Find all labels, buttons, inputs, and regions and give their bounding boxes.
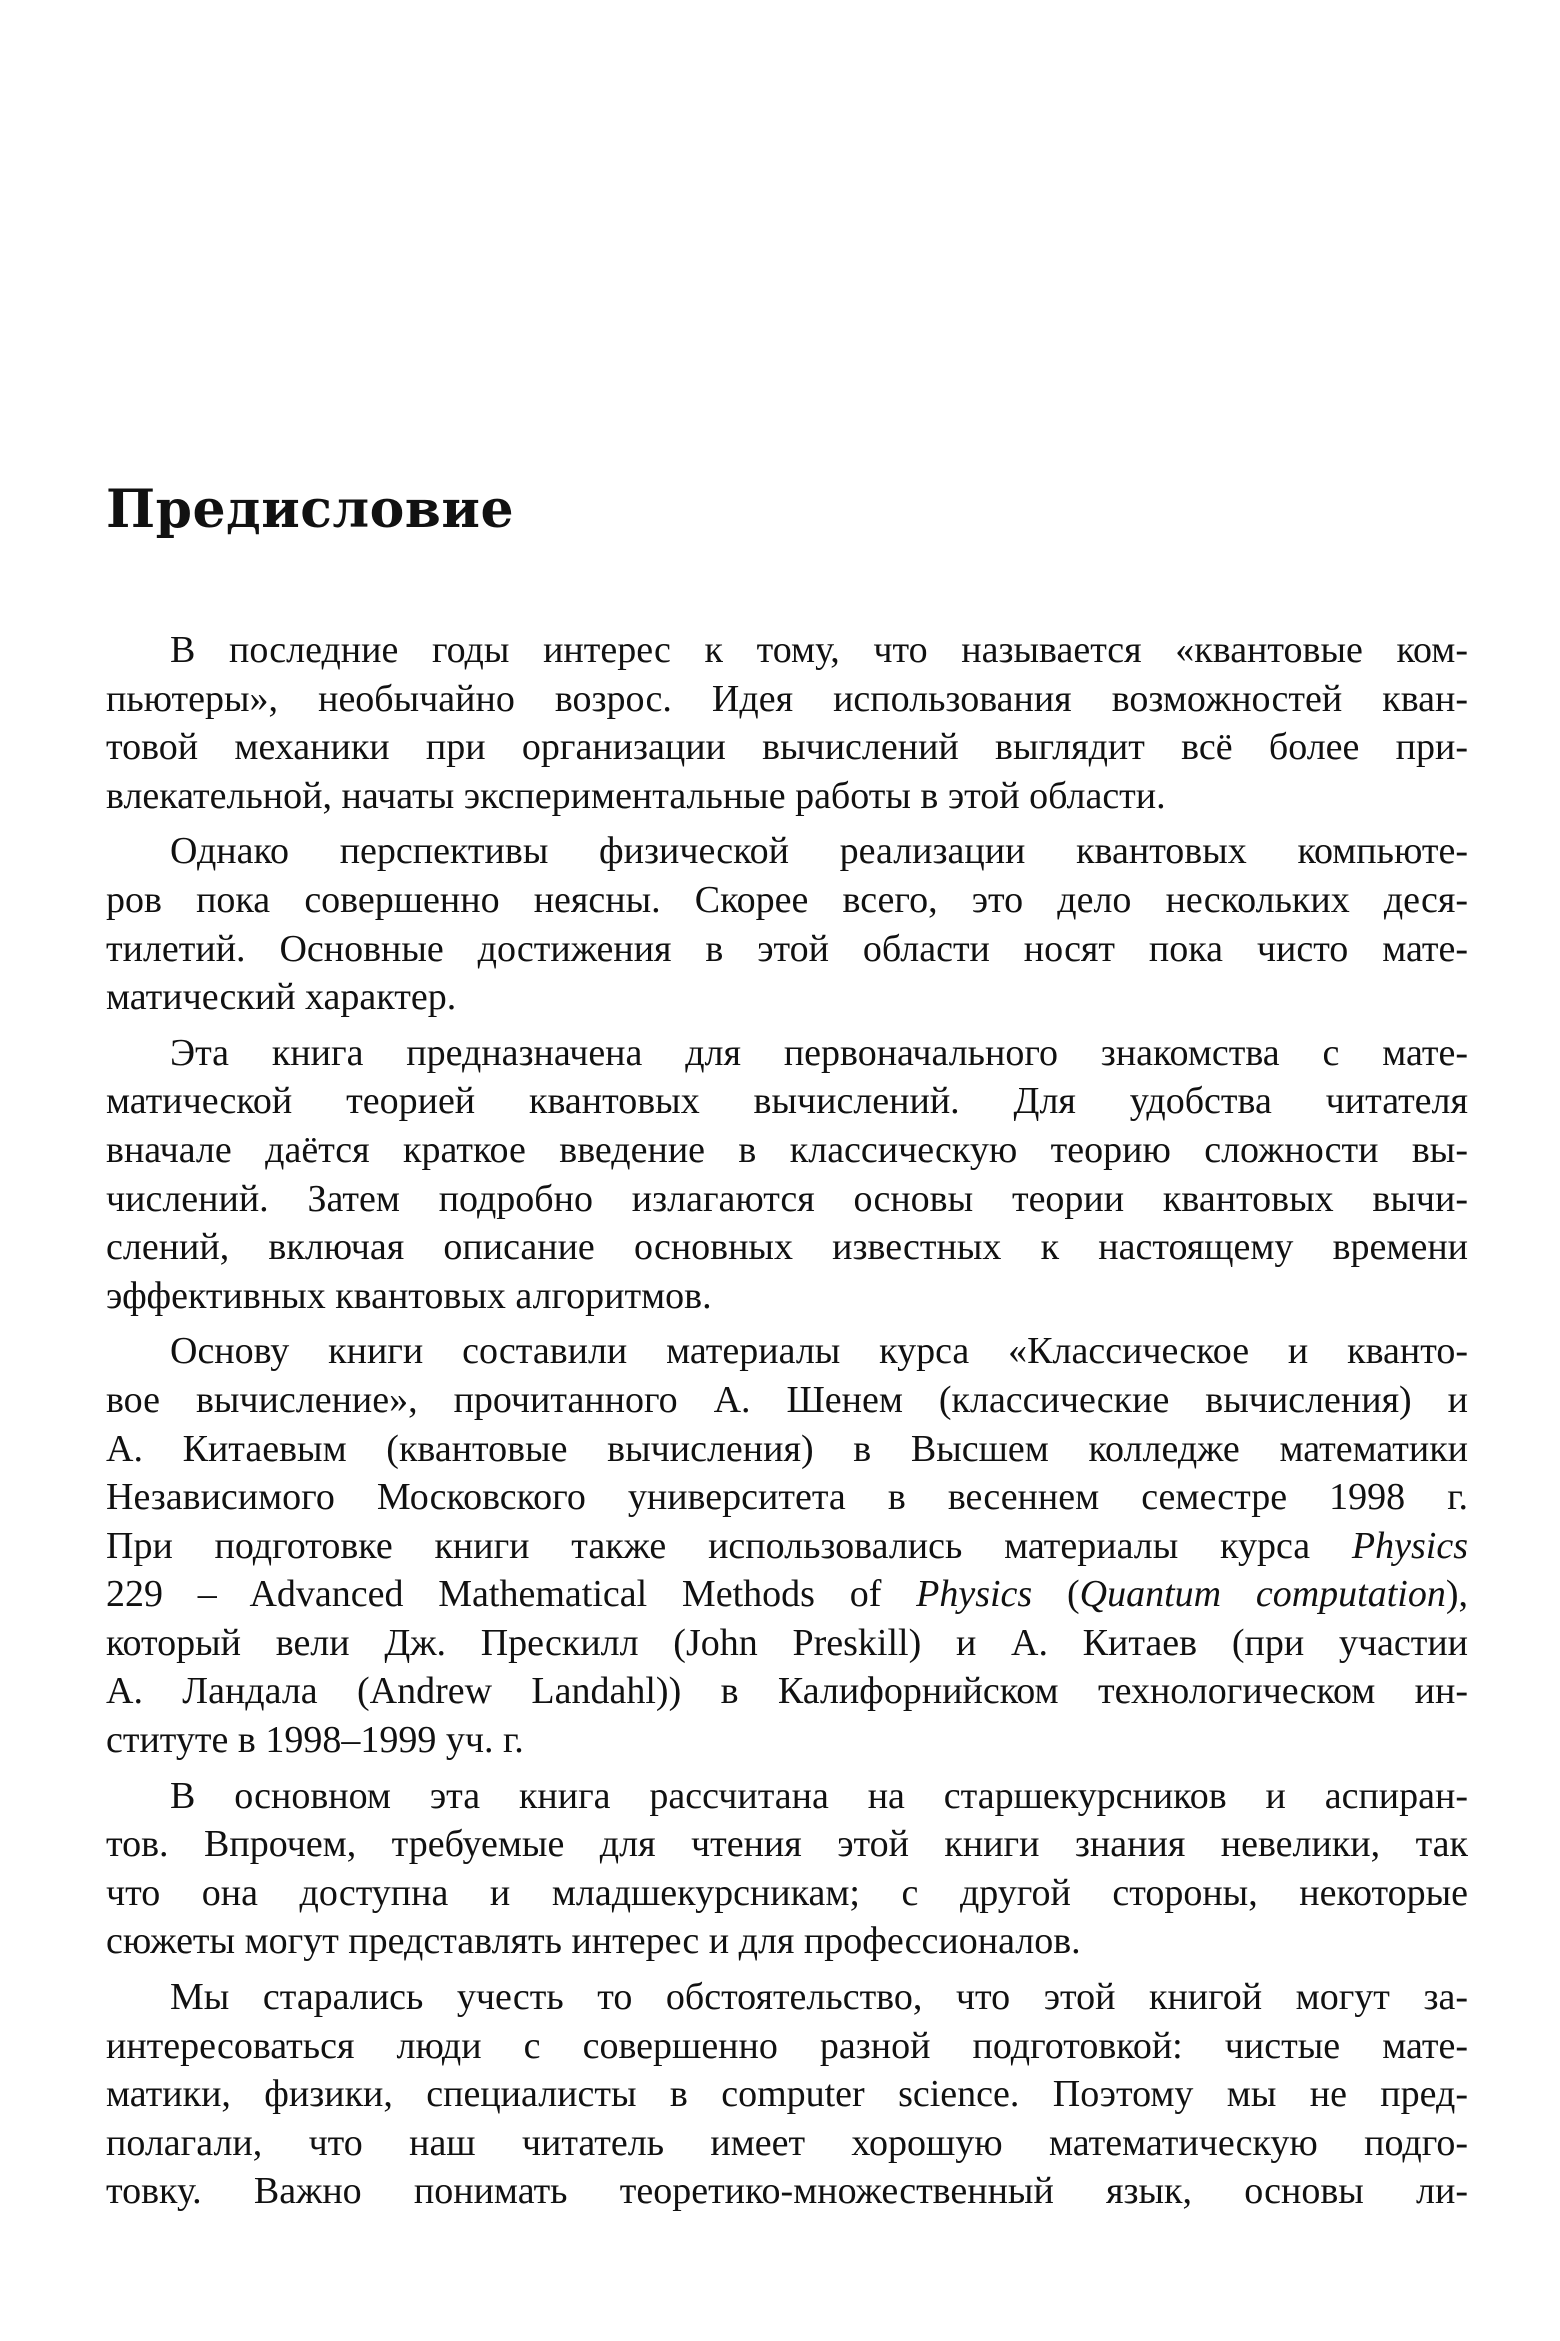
- text-line: вое вычисление», прочитанного А. Шенем (классические вычисления) и: [106, 1378, 1468, 1421]
- paragraph: [106, 1772, 1468, 1966]
- paragraph: [106, 1029, 1468, 1321]
- text-line: В последние годы интерес к тому, что называется «квантовые ком-: [170, 629, 1468, 671]
- paragraph: [106, 1973, 1468, 2216]
- text-line: который вели Дж. Прескилл (John Preskill) и А. Китаев (при участии: [106, 1621, 1468, 1664]
- text-line: матики, физики, специалисты в computer science. Поэтому мы не пред-: [106, 2073, 1468, 2116]
- text-line: Основу книги составили материалы курса «Классическое и кванто-: [170, 1330, 1468, 1373]
- text-line: пьютеры», необычайно возрос. Идея использования возможностей кван-: [106, 677, 1468, 720]
- text-line: А. Ландала (Andrew Landahl)) в Калифорнийском технологическом ин-: [106, 1670, 1468, 1713]
- text-line: товку. Важно понимать теоретико-множественный язык, основы ли-: [106, 2170, 1468, 2213]
- text-line-italic-mix: При подготовке книги также использовались материалы курса Physics: [106, 1524, 1468, 1567]
- text-line: Эта книга предназначена для первоначального знакомства с мате-: [170, 1031, 1468, 1074]
- paragraph: [106, 1327, 1468, 1764]
- text-line: Однако перспективы физической реализации квантовых компьюте-: [170, 830, 1468, 873]
- text-line: ров пока совершенно неясны. Скорее всего, это дело нескольких деся-: [106, 878, 1468, 921]
- italic-fragment: Quantum computation: [1079, 1573, 1446, 1616]
- preface-body: [106, 626, 1468, 2223]
- text-line: ституте в 1998–1999 уч. г.: [106, 1719, 524, 1762]
- italic-fragment: Physics: [916, 1573, 1033, 1616]
- page-title: Предисловие: [106, 479, 515, 540]
- italic-fragment: Physics: [1351, 1524, 1468, 1567]
- text-line: матический характер.: [106, 976, 457, 1019]
- text-line: полагали, что наш читатель имеет хорошую математическую подго-: [106, 2121, 1468, 2164]
- text-line: Независимого Московского университета в весеннем семестре 1998 г.: [106, 1476, 1468, 1519]
- text-line: матической теорией квантовых вычислений. Для удобства читателя: [106, 1080, 1468, 1123]
- text-line: товой механики при организации вычислений выглядит всё более при-: [106, 726, 1468, 769]
- text-line: Мы старались учесть то обстоятельство, что этой книгой могут за-: [170, 1976, 1468, 2019]
- text-line: что она доступна и младшекурсникам; с другой стороны, некоторые: [106, 1871, 1468, 1914]
- text-line: В основном эта книга рассчитана на старшекурсников и аспиран-: [170, 1774, 1468, 1817]
- text-line: влекательной, начаты экспериментальные работы в этой области.: [106, 774, 1166, 817]
- text-line: тилетий. Основные достижения в этой области носят пока чисто мате-: [106, 927, 1468, 970]
- text-line: тов. Впрочем, требуемые для чтения этой книги знания невелики, так: [106, 1823, 1468, 1866]
- paragraph: [106, 827, 1468, 1021]
- text-line: сюжеты могут представлять интерес и для профессионалов.: [106, 1920, 1081, 1963]
- text-line: числений. Затем подробно излагаются основы теории квантовых вычи-: [106, 1177, 1468, 1220]
- text-line: вначале даётся краткое введение в классическую теорию сложности вы-: [106, 1128, 1468, 1171]
- text-line: интересоваться люди с совершенно разной подготовкой: чистые мате-: [106, 2024, 1468, 2067]
- text-line: эффективных квантовых алгоритмов.: [106, 1274, 712, 1317]
- text-line-italic-mix: 229 – Advanced Mathematical Methods of Physics (Quantum computation),: [106, 1573, 1468, 1616]
- paragraph: [106, 626, 1468, 820]
- text-line: А. Китаевым (квантовые вычисления) в Высшем колледже математики: [106, 1427, 1468, 1470]
- text-line: слений, включая описание основных известных к настоящему времени: [106, 1226, 1468, 1269]
